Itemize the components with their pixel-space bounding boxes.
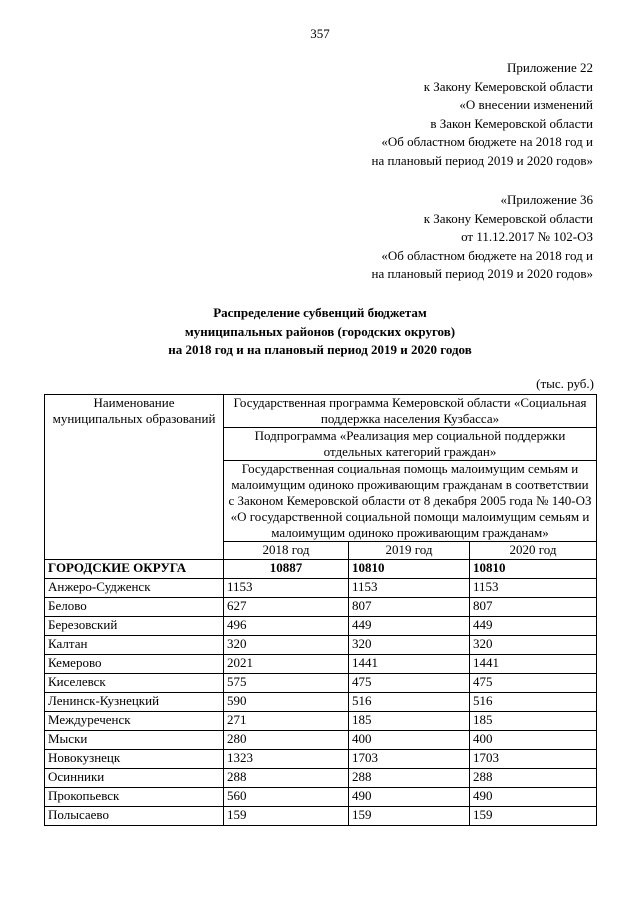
annex-line: «Приложение 36 bbox=[500, 192, 593, 207]
total-row bbox=[45, 560, 597, 579]
header-year: 2018 год bbox=[224, 542, 349, 560]
value-cell: 496 bbox=[224, 617, 349, 636]
municipality-name: Осинники bbox=[45, 769, 224, 788]
table-row bbox=[45, 731, 597, 750]
municipality-name: Мыски bbox=[45, 731, 224, 750]
page-number: 357 bbox=[310, 26, 330, 41]
value-cell: 1703 bbox=[349, 750, 470, 769]
header-year: 2020 год bbox=[470, 542, 597, 560]
municipality-name: Калтан bbox=[45, 636, 224, 655]
table-row bbox=[45, 807, 597, 826]
municipality-name: Полысаево bbox=[45, 807, 224, 826]
table-row bbox=[45, 617, 597, 636]
annex-line: Приложение 22 bbox=[506, 60, 593, 75]
table-row bbox=[45, 579, 597, 598]
value-cell: 807 bbox=[470, 598, 597, 617]
value-cell: 288 bbox=[224, 769, 349, 788]
value-cell: 575 bbox=[224, 674, 349, 693]
value-cell: 475 bbox=[349, 674, 470, 693]
value-cell: 1441 bbox=[470, 655, 597, 674]
value-cell: 288 bbox=[349, 769, 470, 788]
annex-line: на плановый период 2019 и 2020 годов» bbox=[371, 152, 593, 168]
annex-line: «О внесении изменений bbox=[459, 97, 593, 113]
value-cell: 1441 bbox=[349, 655, 470, 674]
table-row bbox=[45, 693, 597, 712]
value-cell: 516 bbox=[470, 693, 597, 712]
title-line: на 2018 год и на плановый период 2019 и 2020 годов bbox=[168, 342, 472, 357]
value-cell: 475 bbox=[470, 674, 597, 693]
annex-line: «Об областном бюджете на 2018 год и bbox=[381, 134, 593, 150]
value-cell: 400 bbox=[349, 731, 470, 750]
value-cell: 320 bbox=[349, 636, 470, 655]
annex-line: «Об областном бюджете на 2018 год и bbox=[381, 247, 593, 263]
value-cell: 490 bbox=[349, 788, 470, 807]
value-cell: 159 bbox=[349, 807, 470, 826]
table-row bbox=[45, 788, 597, 807]
value-cell: 1153 bbox=[224, 579, 349, 598]
municipality-name: Березовский bbox=[45, 617, 224, 636]
value-cell: 185 bbox=[470, 712, 597, 731]
table-row bbox=[45, 636, 597, 655]
value-cell: 1153 bbox=[349, 579, 470, 598]
value-cell: 288 bbox=[470, 769, 597, 788]
value-cell: 449 bbox=[349, 617, 470, 636]
title-line: Распределение субвенций бюджетам bbox=[213, 305, 427, 320]
annex-line: от 11.12.2017 № 102-ОЗ bbox=[461, 229, 593, 245]
value-cell: 159 bbox=[224, 807, 349, 826]
value-cell: 2021 bbox=[224, 655, 349, 674]
value-cell: 1153 bbox=[470, 579, 597, 598]
table-row bbox=[45, 598, 597, 617]
value-cell: 516 bbox=[349, 693, 470, 712]
value-cell: 490 bbox=[470, 788, 597, 807]
table-row bbox=[45, 712, 597, 731]
title-line: муниципальных районов (городских округов) bbox=[184, 323, 456, 339]
header-municipality: Наименование муниципальных образований bbox=[45, 395, 224, 560]
total-value: 10810 bbox=[349, 560, 470, 579]
header-program: Государственная программа Кемеровской области «Социальная поддержка населения Кузбасса» bbox=[224, 395, 597, 428]
table-row bbox=[45, 769, 597, 788]
annex-line: к Закону Кемеровской области bbox=[423, 210, 593, 226]
value-cell: 560 bbox=[224, 788, 349, 807]
value-cell: 449 bbox=[470, 617, 597, 636]
value-cell: 159 bbox=[470, 807, 597, 826]
value-cell: 320 bbox=[470, 636, 597, 655]
annex-line: в Закон Кемеровской области bbox=[430, 115, 593, 131]
annex-original-block bbox=[372, 191, 594, 284]
total-value: 10887 bbox=[224, 560, 349, 579]
subsidy-table bbox=[44, 394, 597, 826]
value-cell: 185 bbox=[349, 712, 470, 731]
value-cell: 320 bbox=[224, 636, 349, 655]
municipality-name: Анжеро-Судженск bbox=[45, 579, 224, 598]
table-row bbox=[45, 655, 597, 674]
total-value: 10810 bbox=[470, 560, 597, 579]
value-cell: 627 bbox=[224, 598, 349, 617]
annex-current-block bbox=[372, 59, 594, 171]
table-row bbox=[45, 674, 597, 693]
municipality-name: Кемерово bbox=[45, 655, 224, 674]
annex-line: на плановый период 2019 и 2020 годов» bbox=[371, 266, 593, 282]
municipality-name: Киселевск bbox=[45, 674, 224, 693]
header-measure: Государственная социальная помощь малоимущим семьям и малоимущим одиноко проживающим гражданам в соответствии с Законом Кемеровской области от 8 декабря 2005 года № 140-ОЗ «О государственной социальной помощи малоимущим семьям и малоимущим одиноко проживающим гражданам» bbox=[224, 461, 597, 542]
value-cell: 1703 bbox=[470, 750, 597, 769]
table-row bbox=[45, 750, 597, 769]
municipality-name: Прокопьевск bbox=[45, 788, 224, 807]
header-subprogram: Подпрограмма «Реализация мер социальной поддержки отдельных категорий граждан» bbox=[224, 428, 597, 461]
value-cell: 590 bbox=[224, 693, 349, 712]
municipality-name: Ленинск-Кузнецкий bbox=[45, 693, 224, 712]
value-cell: 807 bbox=[349, 598, 470, 617]
document-title bbox=[0, 304, 640, 360]
value-cell: 280 bbox=[224, 731, 349, 750]
total-name: ГОРОДСКИЕ ОКРУГА bbox=[45, 560, 224, 579]
units-label: (тыс. руб.) bbox=[536, 376, 594, 391]
municipality-name: Междуреченск bbox=[45, 712, 224, 731]
value-cell: 271 bbox=[224, 712, 349, 731]
value-cell: 1323 bbox=[224, 750, 349, 769]
annex-line: к Закону Кемеровской области bbox=[423, 78, 593, 94]
header-year: 2019 год bbox=[349, 542, 470, 560]
value-cell: 400 bbox=[470, 731, 597, 750]
municipality-name: Белово bbox=[45, 598, 224, 617]
municipality-name: Новокузнецк bbox=[45, 750, 224, 769]
